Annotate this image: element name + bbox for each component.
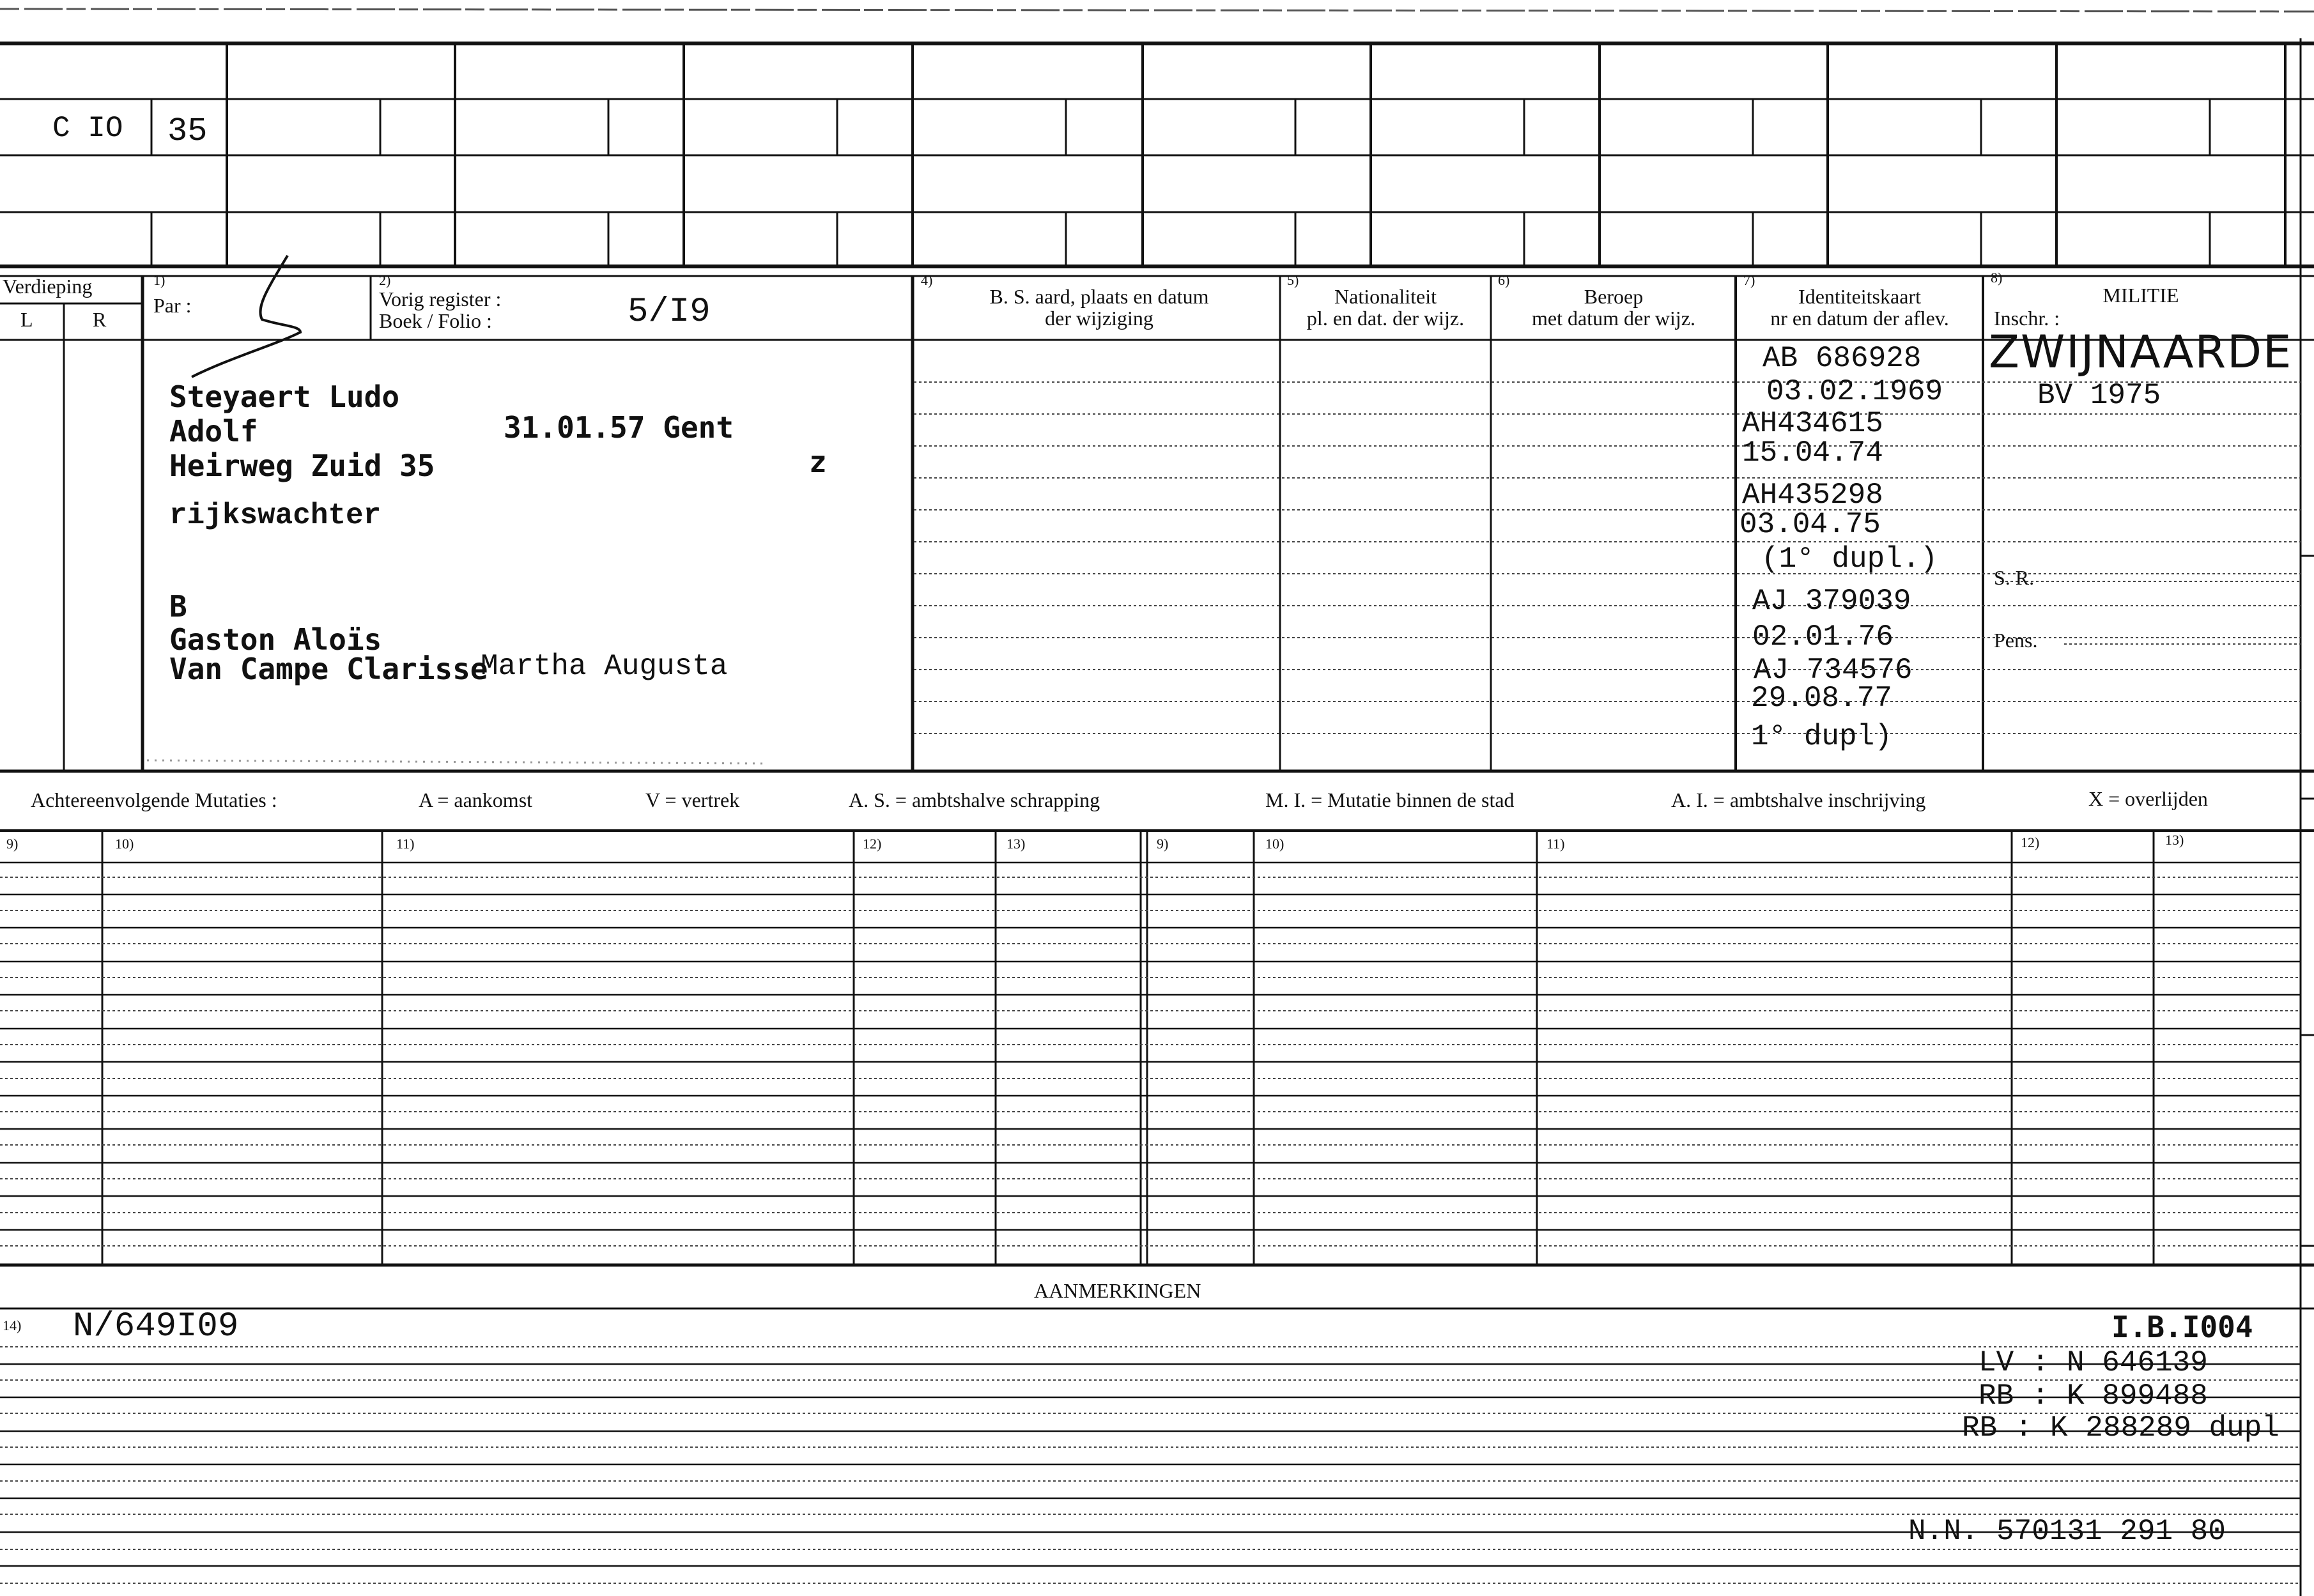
- top-code: C IO: [52, 112, 123, 145]
- handwritten-par-mark: [192, 256, 300, 377]
- status-mark: z: [809, 445, 827, 479]
- id-card-line: 15.04.74: [1742, 436, 1883, 470]
- col7-header-line1: Identiteitskaart: [1798, 285, 1921, 308]
- person-given-name: Adolf: [169, 414, 258, 449]
- id-card-line: 03.02.1969: [1766, 375, 1943, 408]
- ib-number: I.B.I004: [2111, 1310, 2253, 1344]
- col5-header-line2: pl. en dat. der wijz.: [1306, 307, 1465, 330]
- mutatie-col-number: 13): [2165, 832, 2184, 848]
- mutatie-code-v: V = vertrek: [645, 788, 740, 811]
- national-number: N.N. 570131 291 80: [1908, 1515, 2226, 1548]
- floor-right-label: R: [93, 308, 107, 331]
- col5-header-line1: Nationaliteit: [1334, 285, 1437, 308]
- mutatie-col-number: 12): [2021, 834, 2040, 850]
- mutatie-code-as: A. S. = ambtshalve schrapping: [849, 788, 1100, 811]
- id-card-line: AH434615: [1742, 407, 1883, 440]
- rb-number-1: RB : K 899488: [1978, 1379, 2208, 1413]
- id-card-line: 03.04.75: [1739, 508, 1881, 541]
- id-card-line: 29.08.77: [1751, 682, 1892, 715]
- top-number: 35: [167, 112, 208, 150]
- mother-name-part1: Van Campe Clarisse: [169, 652, 488, 686]
- pens-label: Pens.: [1994, 629, 2038, 652]
- col4-header-line2: der wijziging: [1045, 307, 1153, 330]
- mutatie-col-number: 10): [115, 836, 134, 852]
- col1-number: 1): [153, 272, 166, 288]
- mutatie-code-mi: M. I. = Mutatie binnen de stad: [1265, 788, 1515, 811]
- col6-header-line1: Beroep: [1584, 285, 1644, 308]
- id-card-line: 02.01.76: [1752, 620, 1894, 654]
- lv-number: LV : N 646139: [1978, 1346, 2208, 1379]
- col6-number: 6): [1498, 272, 1510, 288]
- col4-header-line1: B. S. aard, plaats en datum: [989, 285, 1209, 308]
- scan-noise: [147, 760, 767, 763]
- aanmerkingen-reference: N/649I09: [73, 1307, 239, 1346]
- mutatie-col-number: 11): [396, 836, 415, 852]
- id-card-line: AJ 734576: [1754, 654, 1913, 687]
- mutaties-label: Achtereenvolgende Mutaties :: [31, 788, 277, 811]
- col7-header-line2: nr en datum der aflev.: [1770, 307, 1949, 330]
- mutatie-col-number: 10): [1265, 836, 1284, 852]
- person-occupation: rijkswachter: [169, 499, 382, 532]
- col4-number: 4): [921, 272, 933, 288]
- mutatie-col-number: 13): [1007, 836, 1026, 852]
- aanmerkingen-number: 14): [3, 1317, 22, 1333]
- col7-number: 7): [1743, 272, 1755, 288]
- floor-left-label: L: [20, 308, 33, 331]
- birth-date-place: 31.01.57 Gent: [504, 410, 734, 445]
- mutatie-code-ai: A. I. = ambtshalve inschrijving: [1671, 788, 1926, 811]
- col8-number: 8): [1991, 270, 2003, 286]
- militie-place: ZWIJNAARDE: [1989, 326, 2293, 378]
- id-card-line: AJ 379039: [1752, 585, 1911, 618]
- civil-status: B: [169, 589, 187, 624]
- id-card-line: AH435298: [1742, 479, 1883, 512]
- father-name: Gaston Aloïs: [169, 622, 382, 657]
- mutatie-code-a: A = aankomst: [419, 788, 533, 811]
- par-label: Par :: [153, 294, 192, 317]
- person-name: Steyaert Ludo: [169, 380, 400, 414]
- inschr-label: Inschr. :: [1994, 307, 2060, 330]
- boek-folio-value: 5/I9: [628, 293, 711, 332]
- person-address: Heirweg Zuid 35: [169, 449, 435, 483]
- mutatie-code-x: X = overlijden: [2088, 787, 2208, 810]
- id-card-line: 1° dupl): [1751, 720, 1892, 753]
- col5-number: 5): [1287, 272, 1299, 288]
- vorig-register-label: Vorig register :: [379, 288, 502, 311]
- col2-number: 2): [379, 272, 391, 288]
- boek-folio-label: Boek / Folio :: [379, 309, 492, 332]
- aanmerkingen-title: AANMERKINGEN: [1034, 1279, 1201, 1302]
- militie-header: MILITIE: [2102, 284, 2179, 307]
- mutatie-col-number: 12): [863, 836, 882, 852]
- militie-year: BV 1975: [2037, 379, 2161, 412]
- sr-label: S. R.: [1994, 566, 2035, 589]
- rb-number-2: RB : K 288289 dupl: [1962, 1411, 2279, 1445]
- id-card-line: (1° dupl.): [1761, 542, 1938, 576]
- mother-name-part2: Martha Augusta: [481, 650, 728, 683]
- col6-header-line2: met datum der wijz.: [1532, 307, 1695, 330]
- id-card-line: AB 686928: [1762, 342, 1922, 375]
- verdieping-label: Verdieping: [3, 275, 93, 298]
- mutatie-col-number: 9): [1157, 836, 1169, 852]
- mutatie-col-number: 11): [1547, 836, 1565, 852]
- mutatie-col-number: 9): [6, 836, 19, 852]
